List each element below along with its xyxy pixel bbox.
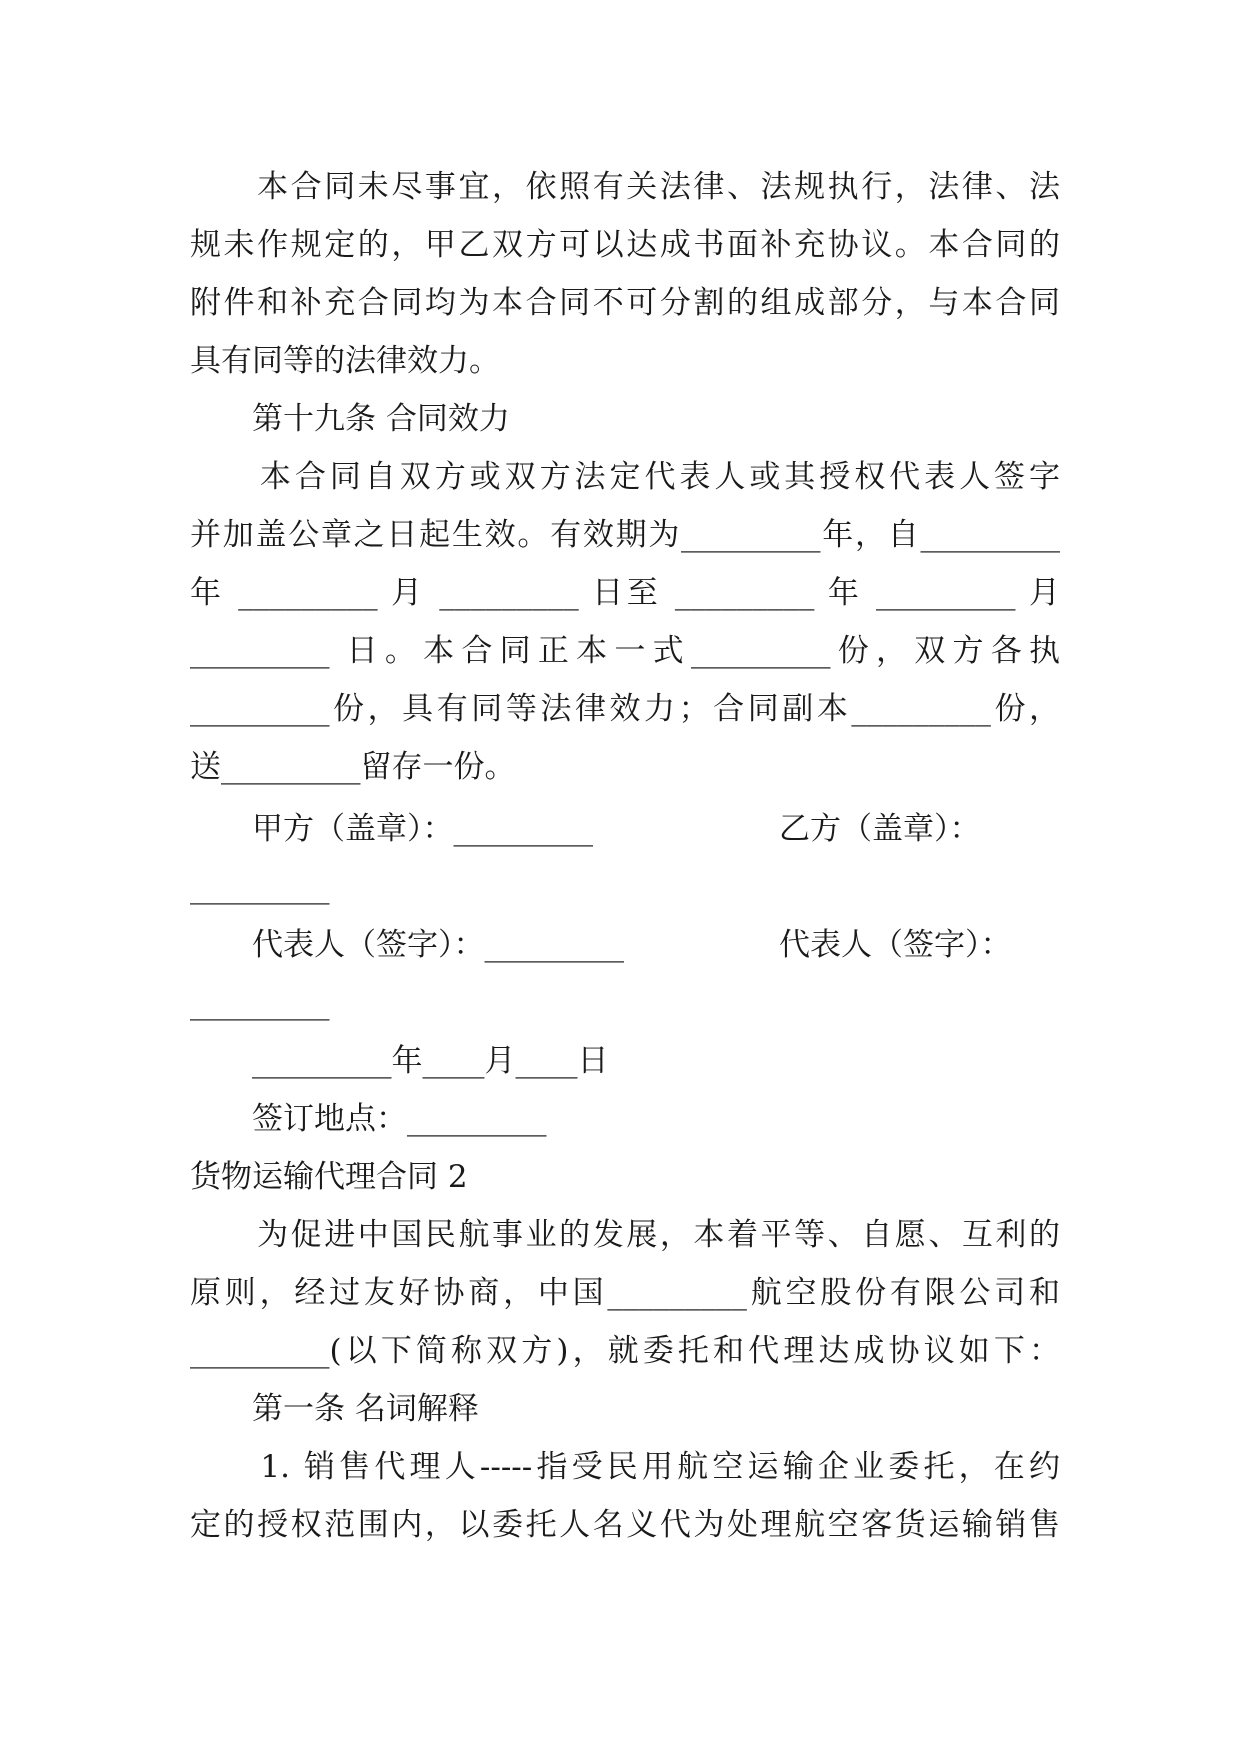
text-line: 具有同等的法律效力。: [190, 343, 500, 379]
section-heading: 第一条 名词解释: [190, 1391, 479, 1427]
text-line: 为促进中国民航事业的发展，本着平等、自愿、互利的: [190, 1217, 1060, 1253]
text-line: _________(以下简称双方)，就委托和代理达成协议如下：: [190, 1333, 1060, 1369]
text-line: 1. 销售代理人-----指受民用航空运输企业委托，在约: [190, 1449, 1060, 1485]
date-line: _________年____月____日: [190, 1043, 609, 1079]
text-line: 年 _________ 月 _________ 日至 _________ 年 _________ 月: [190, 575, 1060, 611]
text-line: _________ 日。本合同正本一式_________份，双方各执: [190, 633, 1060, 669]
text-line: 规未作规定的，甲乙双方可以达成书面补充协议。本合同的: [190, 227, 1060, 263]
text-line: 送_________留存一份。: [190, 749, 516, 785]
text-line: 附件和补充合同均为本合同不可分割的组成部分，与本合同: [190, 285, 1060, 321]
signing-place-line: 签订地点：_________: [190, 1101, 547, 1137]
section-heading: 第十九条 合同效力: [190, 401, 510, 437]
signature-line-representatives: 代表人（签字）：_________ 代表人（签字）：: [190, 927, 1012, 963]
text-line: 并加盖公章之日起生效。有效期为_________年，自_________: [190, 517, 1060, 553]
text-line: 定的授权范围内，以委托人名义代为处理航空客货运输销售: [190, 1507, 1060, 1543]
text-line: 本合同自双方或双方法定代表人或其授权代表人签字: [190, 459, 1060, 495]
text-line: _________份，具有同等法律效力；合同副本_________份，: [190, 691, 1060, 727]
document-title: 货物运输代理合同 2: [190, 1159, 468, 1195]
text-line: 本合同未尽事宜，依照有关法律、法规执行，法律、法: [190, 169, 1060, 205]
signature-blank: _________: [190, 869, 330, 905]
signature-line-party-a-b: 甲方（盖章）：_________ 乙方（盖章）：: [190, 811, 981, 847]
signature-blank: _________: [190, 985, 330, 1021]
text-line: 原则，经过友好协商，中国_________航空股份有限公司和: [190, 1275, 1060, 1311]
